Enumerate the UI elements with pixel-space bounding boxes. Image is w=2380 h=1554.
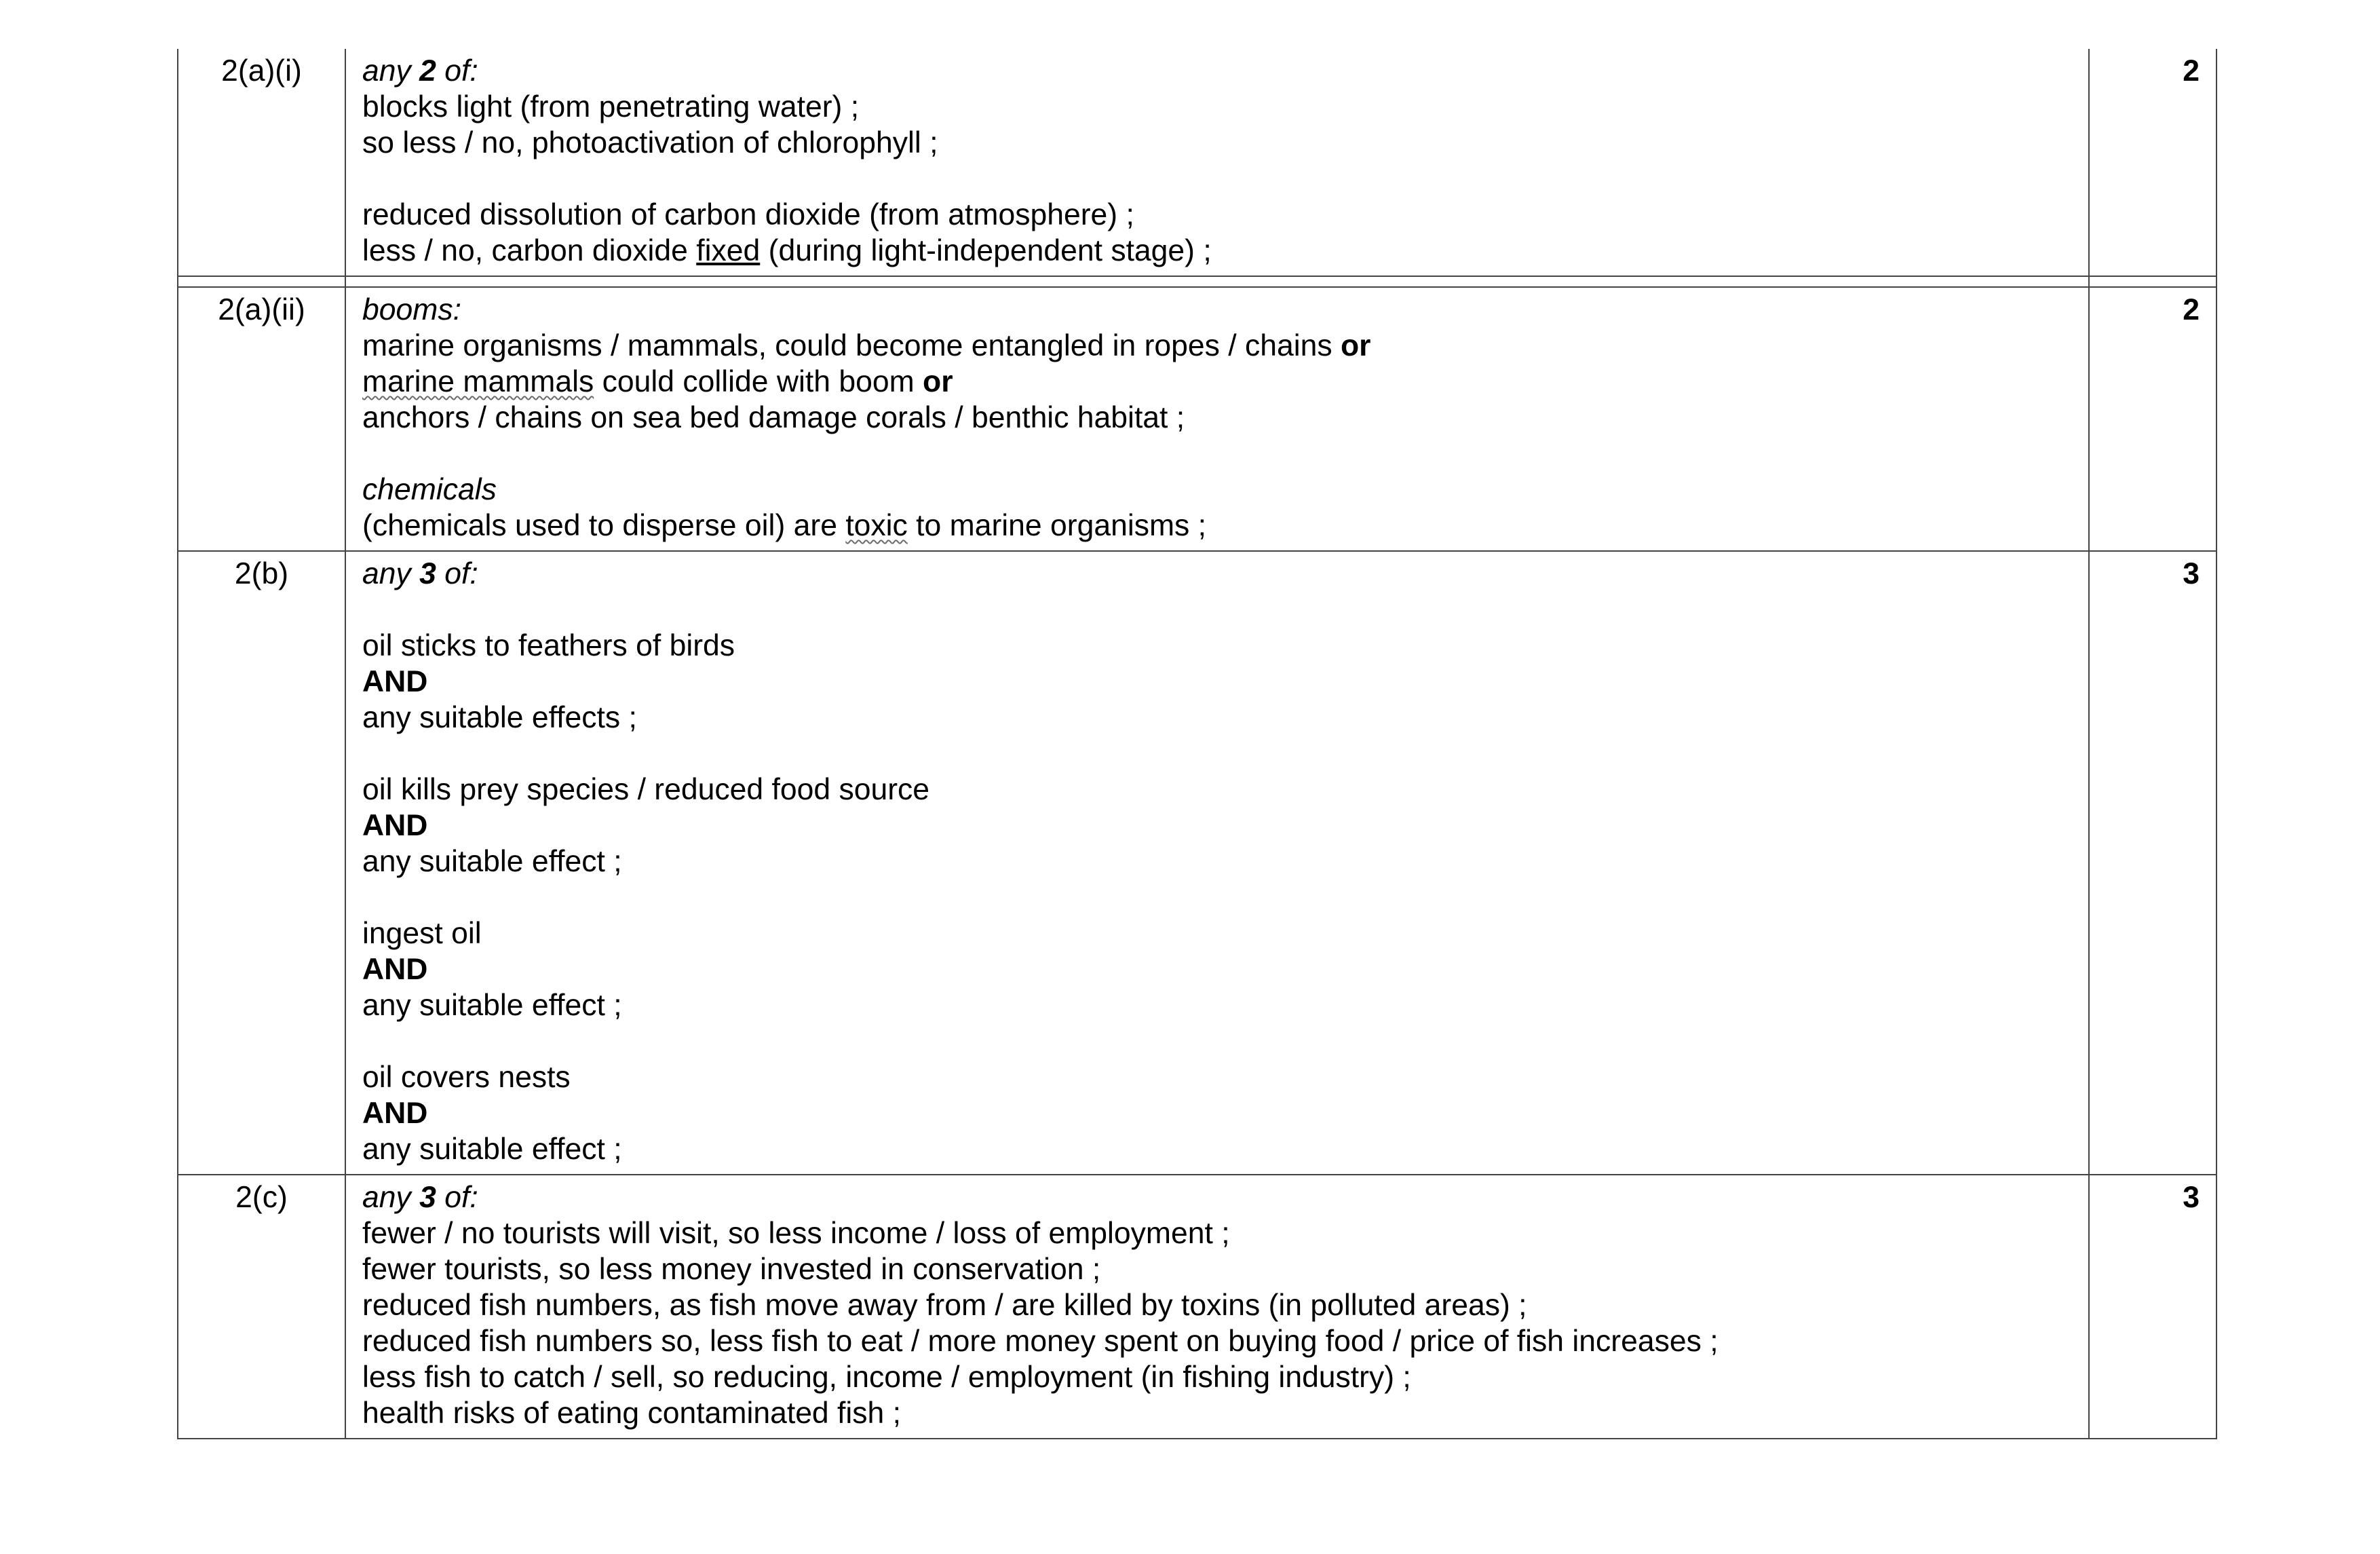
answer-line: any suitable effect ; [362,1133,622,1166]
question-number: 2(a)(ii) [178,287,345,551]
answer-line: so less / no, photoactivation of chlorophyll ; [362,126,938,159]
answer-line: reduced fish numbers, as fish move away from / are killed by toxins (in polluted areas) ; [362,1289,1527,1322]
table-row [178,49,2216,276]
answer-line: blocks light (from penetrating water) ; [362,90,860,124]
answer-line: marine mammals could collide with boom or [362,365,953,398]
answer-line: oil sticks to feathers of birds [362,629,735,662]
answer-line: reduced dissolution of carbon dioxide (from atmosphere) ; [362,198,1134,231]
answer-line: fewer / no tourists will visit, so less income / loss of employment ; [362,1217,1230,1250]
answer-line: (chemicals used to disperse oil) are toxic to marine organisms ; [362,509,1207,542]
answer-line: oil covers nests [362,1061,571,1094]
answer-cell [345,1175,2089,1439]
answer-line: fewer tourists, so less money invested in conservation ; [362,1253,1101,1286]
answer-cell [345,287,2089,551]
question-number: 2(a)(i) [178,49,345,276]
question-number: 2(c) [178,1175,345,1439]
answer-line: any suitable effects ; [362,701,637,734]
spacer [362,879,2072,915]
spacer [362,1023,2072,1059]
spacer [362,736,2072,772]
mark-scheme-table [177,49,2217,1439]
spacer [362,592,2072,628]
answer-cell [345,49,2089,276]
spelling-flagged-text: marine mammals [362,365,594,398]
answer-heading: chemicals [362,473,497,506]
answer-instruction: any 3 of: [362,1181,478,1214]
table-row [178,287,2216,551]
answer-line: health risks of eating contaminated fish ; [362,1397,902,1430]
and-connector: AND [362,809,428,842]
marks-value: 2 [2089,287,2216,551]
answer-line: reduced fish numbers so, less fish to eat / more money spent on buying food / price of fish increases ; [362,1325,1719,1358]
answer-line: ingest oil [362,917,482,950]
answer-heading: booms: [362,293,461,326]
mark-scheme-page [177,49,2216,1439]
spacer [362,436,2072,472]
spelling-flagged-text: toxic [845,509,908,542]
question-number: 2(b) [178,551,345,1175]
answer-line: marine organisms / mammals, could become entangled in ropes / chains or [362,329,1371,362]
answer-instruction: any 3 of: [362,557,478,590]
underlined-keyword: fixed [696,234,761,267]
answer-line: less / no, carbon dioxide fixed (during light-independent stage) ; [362,234,1212,267]
answer-line: any suitable effect ; [362,845,622,878]
answer-cell [345,551,2089,1175]
and-connector: AND [362,1097,428,1130]
answer-line: oil kills prey species / reduced food source [362,773,930,806]
marks-value: 3 [2089,551,2216,1175]
table-row [178,1175,2216,1439]
marks-value: 3 [2089,1175,2216,1439]
marks-value: 2 [2089,49,2216,276]
table-row [178,551,2216,1175]
and-connector: AND [362,665,428,698]
answer-instruction: any 2 of: [362,54,478,88]
answer-line: anchors / chains on sea bed damage corals / benthic habitat ; [362,401,1185,434]
spacer [362,161,2072,197]
answer-line: less fish to catch / sell, so reducing, income / employment (in fishing industry) ; [362,1361,1411,1394]
row-separator [178,276,2216,287]
and-connector: AND [362,953,428,986]
answer-line: any suitable effect ; [362,989,622,1022]
